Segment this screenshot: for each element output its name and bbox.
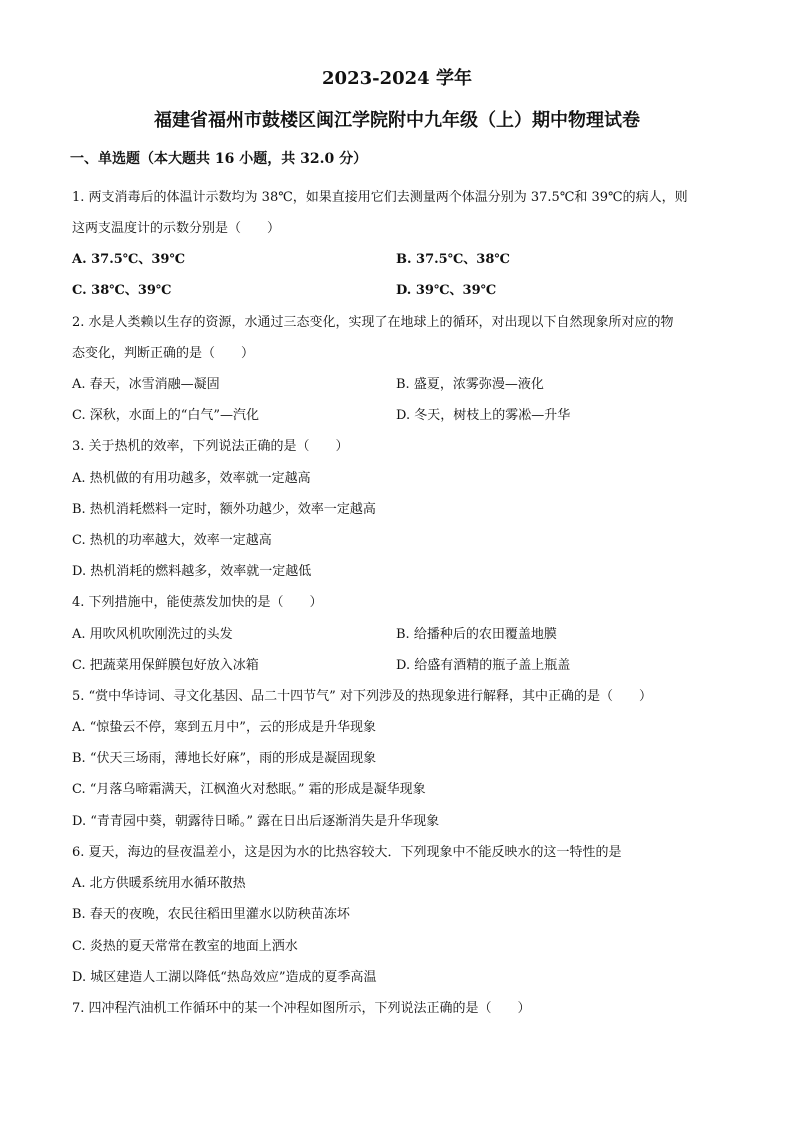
question-4-stem: 4. 下列措施中，能使蒸发加快的是（ ）	[72, 595, 323, 610]
question-1-option-a: A. 37.5℃、39℃	[72, 252, 186, 267]
question-5-option-a: A. “惊蛰云不停，寒到五月中”，云的形成是升华现象	[72, 720, 376, 735]
question-2-option-a: A. 春天，冰雪消融—凝固	[72, 377, 220, 392]
question-5-option-c: C. “月落乌啼霜满天，江枫渔火对愁眠。” 霜的形成是凝华现象	[72, 782, 426, 797]
question-1-stem: 1. 两支消毒后的体温计示数均为 38℃，如果直接用它们去测量两个体温分别为 37.5℃和 39℃的病人，则	[72, 190, 688, 205]
question-3-stem: 3. 关于热机的效率，下列说法正确的是（ ）	[72, 439, 349, 454]
question-7-stem: 7. 四冲程汽油机工作循环中的某一个冲程如图所示，下列说法正确的是（ ）	[72, 1001, 531, 1016]
question-2-option-b: B. 盛夏，浓雾弥漫—液化	[396, 377, 544, 392]
question-4-option-b: B. 给播种后的农田覆盖地膜	[396, 627, 557, 642]
question-2-option-d: D. 冬天，树枝上的雾凇—升华	[396, 408, 571, 423]
question-6-option-d: D. 城区建造人工湖以降低“热岛效应”造成的夏季高温	[72, 970, 377, 985]
question-3-option-d: D. 热机消耗的燃料越多，效率就一定越低	[72, 564, 312, 579]
question-1-option-b: B. 37.5℃、38℃	[396, 252, 510, 267]
question-5-option-b: B. “伏天三场雨，薄地长好麻”，雨的形成是凝固现象	[72, 751, 377, 766]
question-4-option-d: D. 给盛有酒精的瓶子盖上瓶盖	[396, 658, 571, 673]
question-1-option-d: D. 39℃、39℃	[396, 283, 497, 298]
question-1-stem: 这两支温度计的示数分别是（ ）	[72, 221, 281, 236]
question-3-option-c: C. 热机的功率越大，效率一定越高	[72, 533, 272, 548]
question-5-stem: 5. “赏中华诗词、寻文化基因、品二十四节气” 对下列涉及的热现象进行解释，其中正确的是（ ）	[72, 689, 652, 704]
question-6-stem: 6. 夏天，海边的昼夜温差小，这是因为水的比热容较大．下列现象中不能反映水的这一特性的是	[72, 845, 622, 860]
question-2-option-c: C. 深秋，水面上的“白气”—汽化	[72, 408, 260, 423]
question-5-option-d: D. “青青园中葵，朝露待日晞。” 露在日出后逐渐消失是升华现象	[72, 814, 440, 829]
question-6-option-b: B. 春天的夜晚，农民往稻田里灌水以防秧苗冻坏	[72, 907, 350, 922]
exam-title: 福建省福州市鼓楼区闽江学院附中九年级（上）期中物理试卷	[154, 110, 640, 131]
question-3-option-b: B. 热机消耗燃料一定时，额外功越少，效率一定越高	[72, 502, 376, 517]
question-1-option-c: C. 38℃、39℃	[72, 283, 172, 298]
school-year: 2023-2024 学年	[322, 68, 472, 89]
question-6-option-a: A. 北方供暖系统用水循环散热	[72, 876, 246, 891]
question-2-stem: 2. 水是人类赖以生存的资源，水通过三态变化，实现了在地球上的循环，对出现以下自然现象所对应的物	[72, 315, 674, 330]
question-6-option-c: C. 炎热的夏天常常在教室的地面上洒水	[72, 939, 298, 954]
question-4-option-c: C. 把蔬菜用保鲜膜包好放入冰箱	[72, 658, 259, 673]
question-2-stem: 态变化，判断正确的是（ ）	[72, 346, 255, 361]
question-4-option-a: A. 用吹风机吹刚洗过的头发	[72, 627, 233, 642]
question-3-option-a: A. 热机做的有用功越多，效率就一定越高	[72, 471, 311, 486]
section-heading: 一、单选题（本大题共 16 小题，共 32.0 分）	[70, 151, 368, 167]
